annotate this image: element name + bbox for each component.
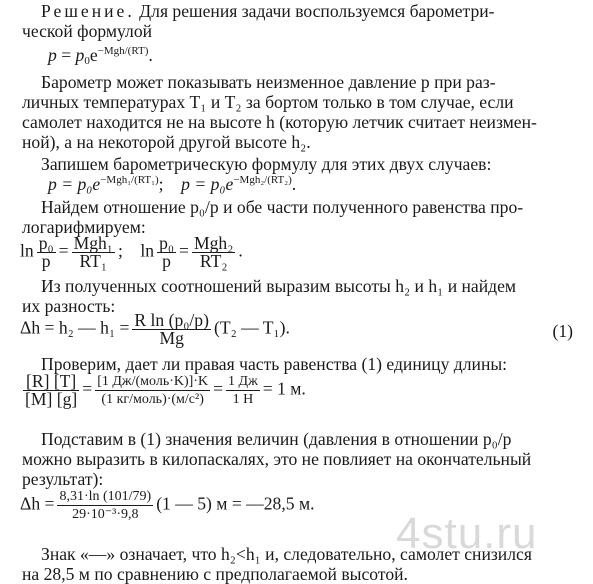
- formula-result: [20, 488, 314, 523]
- f2-end: .: [291, 174, 297, 194]
- intro-line-1: [41, 2, 495, 21]
- f3-frac2: [72, 235, 115, 270]
- para6-line3: результат):: [22, 469, 104, 489]
- para6-line1: Подставим в (1) значения величин (давления в отношении p₀/p: [41, 429, 512, 449]
- f3-n4: Mgh₂: [193, 233, 234, 253]
- formula-two-cases: [48, 175, 296, 194]
- f5-n3: 1 Дж: [228, 374, 258, 389]
- f3-d3: p: [162, 251, 171, 271]
- f3-n3: p₀: [159, 233, 175, 253]
- para4-line2: их разность:: [22, 296, 116, 316]
- para6-line2: можно выразить в килопаскалях, это не повлияет на окончательный: [22, 449, 532, 469]
- f5-n2: [1 Дж/(моль·K)]·K: [97, 374, 209, 389]
- f3-d2: RT₁: [79, 251, 108, 271]
- intro-text: Для решения задачи воспользуемся барометри-: [134, 1, 495, 21]
- f1-p: p: [75, 45, 85, 65]
- f3-eq2: =: [179, 240, 189, 261]
- f3-ln2: ln: [140, 240, 155, 261]
- f5-frac2: [95, 373, 210, 408]
- f1-exp: −Mgh/(RT): [97, 45, 149, 57]
- f3-sep: ;: [117, 240, 123, 261]
- f5-d1: [M] [g]: [25, 389, 78, 409]
- f3-eq: =: [58, 240, 69, 261]
- para2: Запишем барометрическую формулу для этих двух случаев:: [41, 154, 492, 174]
- f3-frac1: [37, 235, 56, 270]
- formula-units: [20, 373, 306, 408]
- para3-line1: Найдем отношение p₀/p и обе части полученного равенства про-: [41, 197, 524, 217]
- f5-n1: [R] [T]: [23, 373, 79, 391]
- f5-eq: =: [82, 378, 93, 399]
- f4-num: R ln (p₀/p): [134, 310, 209, 330]
- f2-aexp: −Mgh₁/(RT₁): [100, 174, 159, 186]
- f5-d2: (1 кг/моль)·(м/с²): [101, 392, 204, 407]
- solution-heading: Решение.: [41, 1, 135, 21]
- f3-d4: RT₂: [199, 251, 228, 271]
- f3-n2: Mgh₁: [73, 233, 113, 253]
- f2-b: p = p₀e: [181, 174, 234, 194]
- formula-log: [20, 235, 243, 270]
- f2-bexp: −Mgh₂/(RT₂): [233, 174, 292, 186]
- para3-line2: логарифмируем:: [22, 217, 146, 237]
- f6-rest: (1 — 5) м = —28,5 м.: [156, 493, 315, 514]
- para5: Проверим, дает ли правая часть равенства (1) единицу длины:: [41, 354, 508, 374]
- f5-d3: 1 Н: [232, 392, 254, 407]
- f3-end: .: [238, 240, 243, 261]
- f5-end: = 1 м.: [262, 378, 306, 399]
- para7-line2: на 28,5 м по сравнению с предполагаемой высотой.: [22, 564, 408, 584]
- f5-frac3: [226, 373, 260, 408]
- f6-den: 29·10⁻³·9,8: [72, 507, 139, 522]
- f5-eq2: =: [213, 378, 224, 399]
- para4-line1: Из полученных соотношений выразим высоты h₂ и h₁ и найдем: [41, 276, 517, 296]
- formula-difference: [20, 312, 290, 347]
- para1-line1: Барометр может показывать неизменное давление p при раз-: [41, 72, 496, 92]
- f6-num: 8,31·ln (101/79): [59, 489, 152, 504]
- formula-barometric: [48, 46, 153, 65]
- f1-lhs: p: [48, 45, 57, 65]
- f6-frac: [57, 488, 153, 523]
- f4-frac: [132, 312, 211, 347]
- para1-line4: ной), а на некоторой другой высоте h₂.: [22, 132, 311, 152]
- f1-sub: 0: [84, 55, 90, 67]
- f2-sep: ;: [158, 174, 164, 194]
- f6-lhs: Δh =: [20, 493, 55, 514]
- f3-n1: p₀: [38, 233, 54, 253]
- f1-end: .: [148, 45, 153, 65]
- para1-line3: самолет находится не на высоте h (которую летчик считает неизмен-: [22, 112, 537, 132]
- para1-line2: личных температурах T₁ и T₂ за бортом только в том случае, если: [22, 92, 514, 112]
- f3-frac3: [157, 235, 176, 270]
- f3-d1: p: [41, 251, 51, 271]
- f4-rest: (T₂ — T₁).: [213, 317, 290, 338]
- equation-number: (1): [552, 321, 573, 341]
- f4-den: Mg: [159, 328, 184, 348]
- f4-lhs: Δh = h₂ — h₁ =: [20, 317, 130, 338]
- f3-ln: ln: [20, 240, 34, 261]
- f2-a: p = p₀e: [48, 174, 101, 194]
- intro-line-2: ческой формулой: [22, 21, 153, 41]
- f1-eq: =: [56, 45, 76, 65]
- watermark: 4stu.ru: [396, 509, 538, 558]
- para7-line1: Знак «—» означает, что h₂<h₁ и, следовательно, самолет снизился: [41, 544, 532, 564]
- f3-frac4: [192, 235, 235, 270]
- f1-e: e: [89, 45, 98, 65]
- f5-frac1: [23, 373, 79, 408]
